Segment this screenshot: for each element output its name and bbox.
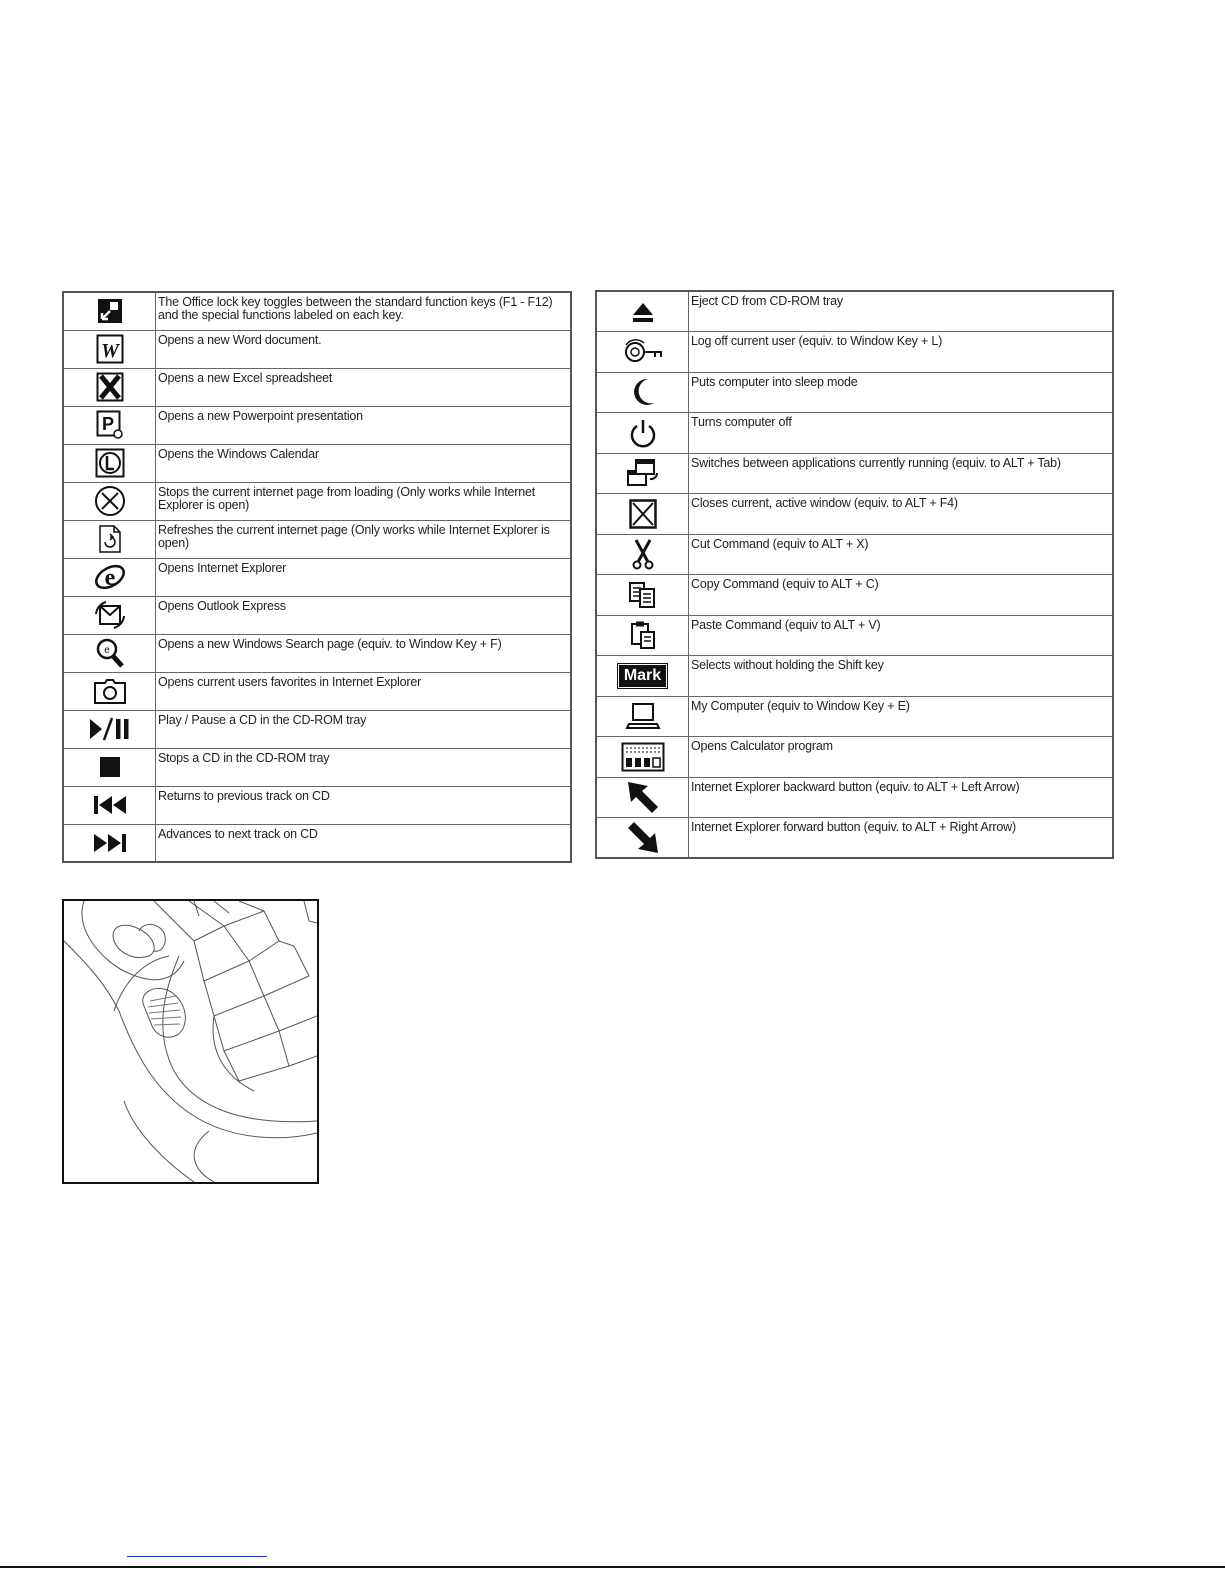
table-row	[63, 292, 571, 330]
table-row	[596, 737, 1113, 778]
table-row	[63, 710, 571, 748]
forward-arrow-icon	[597, 821, 688, 855]
row-text: Opens a new Word document.	[156, 330, 572, 368]
row-text: Stops a CD in the CD-ROM tray	[156, 748, 572, 786]
table-row	[596, 413, 1113, 454]
row-text: Log off current user (equiv. to Window Key + L)	[689, 332, 1114, 373]
table-row	[63, 444, 571, 482]
table-row	[63, 520, 571, 558]
table-row	[596, 534, 1113, 575]
bottom-rule	[0, 1566, 1225, 1568]
cut-icon	[597, 538, 688, 570]
row-text: Opens Internet Explorer	[156, 558, 572, 596]
search-icon	[64, 637, 155, 669]
close-window-icon	[597, 499, 688, 529]
row-text: Refreshes the current internet page (Only works while Internet Explorer is open)	[156, 520, 572, 558]
row-text: Opens a new Excel spreadsheet	[156, 368, 572, 406]
table-row	[596, 615, 1113, 656]
row-text: Switches between applications currently running (equiv. to ALT + Tab)	[689, 453, 1114, 494]
row-text: My Computer (equiv to Window Key + E)	[689, 696, 1114, 737]
row-text: Advances to next track on CD	[156, 824, 572, 862]
copy-icon	[597, 581, 688, 609]
row-text: Copy Command (equiv to ALT + C)	[689, 575, 1114, 616]
power-icon	[597, 418, 688, 448]
table-row	[63, 330, 571, 368]
keyboard-illustration	[62, 899, 319, 1184]
my-computer-icon	[597, 702, 688, 730]
excel-icon	[64, 372, 155, 402]
table-row	[63, 406, 571, 444]
row-text: Opens Outlook Express	[156, 596, 572, 634]
row-text: Cut Command (equiv to ALT + X)	[689, 534, 1114, 575]
row-text: Selects without holding the Shift key	[689, 656, 1114, 697]
eject-icon	[597, 300, 688, 324]
table-row	[596, 453, 1113, 494]
row-text: Stops the current internet page from loading (Only works while Internet Explorer is open)	[156, 482, 572, 520]
row-text: Eject CD from CD-ROM tray	[689, 291, 1114, 332]
favorites-icon	[64, 677, 155, 705]
right-key-function-table	[595, 290, 1114, 859]
row-text: Paste Command (equiv to ALT + V)	[689, 615, 1114, 656]
table-row	[63, 482, 571, 520]
row-text: Opens current users favorites in Internet Explorer	[156, 672, 572, 710]
table-row	[63, 786, 571, 824]
table-row	[596, 494, 1113, 535]
table-row	[596, 656, 1113, 697]
row-text: Opens the Windows Calendar	[156, 444, 572, 482]
office-lock-icon	[64, 298, 155, 324]
word-icon	[64, 334, 155, 364]
log-off-icon	[597, 337, 688, 367]
table-row	[596, 818, 1113, 859]
svg-text:P: P	[101, 414, 114, 434]
sleep-icon	[597, 377, 688, 407]
outlook-express-icon	[64, 600, 155, 630]
table-row	[596, 777, 1113, 818]
row-text: Internet Explorer forward button (equiv. to ALT + Right Arrow)	[689, 818, 1114, 859]
table-row	[63, 824, 571, 862]
stop-icon	[64, 756, 155, 778]
table-row	[596, 291, 1113, 332]
back-arrow-icon	[597, 780, 688, 814]
table-row	[63, 558, 571, 596]
internet-explorer-icon	[64, 560, 155, 594]
calculator-icon	[597, 742, 688, 772]
keyboard-line-drawing	[64, 901, 317, 1182]
svg-text:e: e	[104, 565, 115, 591]
row-text: Puts computer into sleep mode	[689, 372, 1114, 413]
row-text: The Office lock key toggles between the standard function keys (F1 - F12) and the special functions labeled on each key.	[156, 292, 572, 330]
footnote-rule	[127, 1556, 267, 1557]
svg-text:W: W	[100, 340, 119, 362]
svg-text:e: e	[103, 645, 110, 656]
previous-track-icon	[64, 794, 155, 816]
row-text: Play / Pause a CD in the CD-ROM tray	[156, 710, 572, 748]
table-row	[63, 634, 571, 672]
table-row	[596, 575, 1113, 616]
switch-windows-icon	[597, 457, 688, 489]
table-row	[596, 332, 1113, 373]
calendar-icon	[64, 448, 155, 478]
table-row	[63, 748, 571, 786]
stop-page-icon	[64, 485, 155, 517]
next-track-icon	[64, 832, 155, 854]
row-text: Closes current, active window (equiv. to ALT + F4)	[689, 494, 1114, 535]
paste-icon	[597, 620, 688, 650]
row-text: Opens a new Powerpoint presentation	[156, 406, 572, 444]
table-row	[63, 596, 571, 634]
table-row	[63, 672, 571, 710]
table-row	[596, 372, 1113, 413]
play-pause-icon	[64, 716, 155, 742]
refresh-page-icon	[64, 524, 155, 554]
mark-icon: Mark	[619, 665, 666, 687]
table-row	[596, 696, 1113, 737]
row-text: Opens a new Windows Search page (equiv. to Window Key + F)	[156, 634, 572, 672]
left-key-function-table	[62, 291, 572, 863]
row-text: Internet Explorer backward button (equiv. to ALT + Left Arrow)	[689, 777, 1114, 818]
table-row	[63, 368, 571, 406]
row-text: Returns to previous track on CD	[156, 786, 572, 824]
row-text: Turns computer off	[689, 413, 1114, 454]
row-text: Opens Calculator program	[689, 737, 1114, 778]
powerpoint-icon	[64, 410, 155, 440]
